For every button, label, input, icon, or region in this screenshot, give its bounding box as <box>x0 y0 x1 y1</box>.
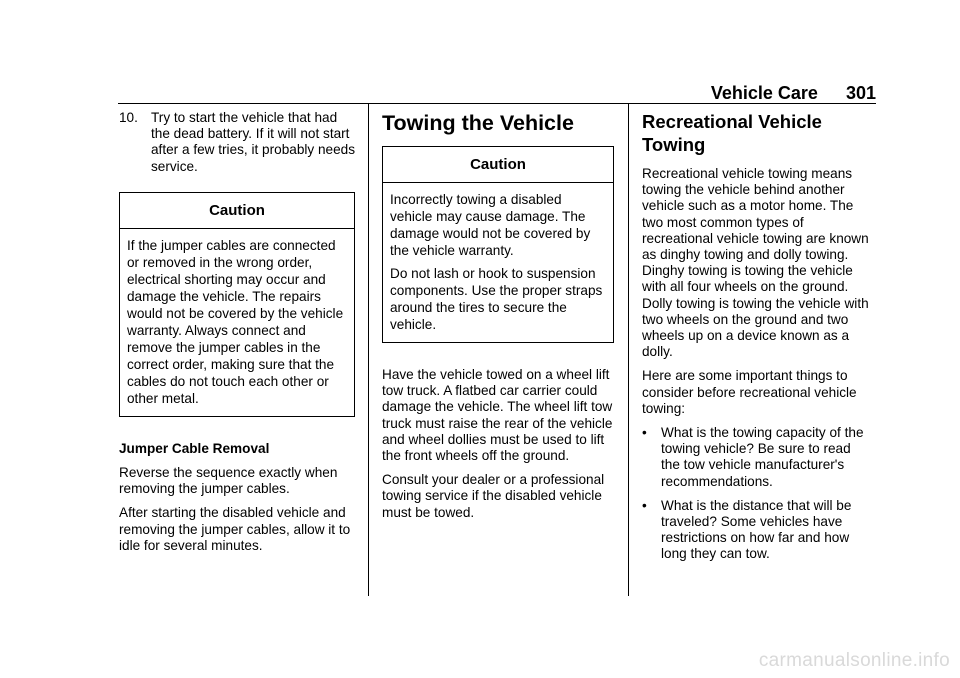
bullet-text: What is the distance that will be traveled? Some vehicles have restrictions on how far and how long they can tow. <box>661 497 852 562</box>
bullet-item <box>642 498 872 563</box>
subheading: Jumper Cable Removal <box>119 440 270 456</box>
caution-box <box>382 146 614 343</box>
page-number: 301 <box>845 83 876 103</box>
paragraph: Consult your dealer or a professional towing service if the disabled vehicle must be towed. <box>382 472 605 520</box>
column-divider-1 <box>368 104 369 596</box>
page-header <box>680 82 876 104</box>
bullet-icon: • <box>642 497 647 513</box>
heading-line-1: Recreational Vehicle <box>642 111 822 132</box>
paragraph: After starting the disabled vehicle and removing the jumper cables, allow it to idle for several minutes. <box>119 505 351 553</box>
header-rule <box>118 103 876 104</box>
column-divider-2 <box>628 104 629 596</box>
section-heading <box>642 110 872 156</box>
heading-line-2: Towing <box>642 134 706 155</box>
caution-title: Caution <box>120 193 354 229</box>
paragraph: Reverse the sequence exactly when removing the jumper cables. <box>119 465 338 497</box>
paragraph: Have the vehicle towed on a wheel lift tow truck. A flatbed car carrier could damage the vehicle. The wheel lift tow truck must raise the rear of the vehicle and wheel dollies must be used to lift the front wheels off the ground. <box>382 367 613 464</box>
caution-text: Do not lash or hook to suspension components. Use the proper straps around the tires to secure the vehicle. <box>390 266 603 332</box>
bullet-item <box>642 425 872 490</box>
step-text: Try to start the vehicle that had the dead battery. If it will not start after a few tries, it probably needs service. <box>151 110 356 174</box>
caution-text: If the jumper cables are connected or removed in the wrong order, electrical shorting may occur and damage the vehicle. The repairs would not be covered by the vehicle warranty. Always connect and remove the jumper cables in the correct order, making sure that the cables do not touch each other or other metal. <box>127 237 344 406</box>
paragraph: Recreational vehicle towing means towing the vehicle behind another vehicle such as a motor home. The two most common types of recreational vehicle towing are known as dinghy towing and dolly towing. Dinghy towing is towing the vehicle with all four wheels on the ground. Dolly towing is towing the vehicle with two wheels on the ground and two wheels up on a device known as a dolly. <box>642 166 869 360</box>
caution-body <box>120 229 354 416</box>
watermark: carmanualsonline.info <box>758 650 950 671</box>
numbered-step <box>119 110 355 175</box>
section-title: Vehicle Care <box>710 83 818 103</box>
column-3 <box>642 110 872 571</box>
step-number: 10. <box>119 110 138 125</box>
bullet-text: What is the towing capacity of the towing vehicle? Be sure to read the tow vehicle manufacturer's recommendations. <box>661 425 864 489</box>
caution-box <box>119 192 355 417</box>
paragraph: Here are some important things to consider before recreational vehicle towing: <box>642 368 857 416</box>
column-2 <box>382 110 614 529</box>
section-heading: Towing the Vehicle <box>382 111 574 135</box>
caution-body <box>383 183 613 342</box>
caution-text: Incorrectly towing a disabled vehicle may cause damage. The damage would not be covered by the vehicle warranty. <box>390 192 591 258</box>
bullet-icon: • <box>642 425 647 441</box>
column-1 <box>119 110 355 562</box>
caution-title: Caution <box>383 147 613 183</box>
